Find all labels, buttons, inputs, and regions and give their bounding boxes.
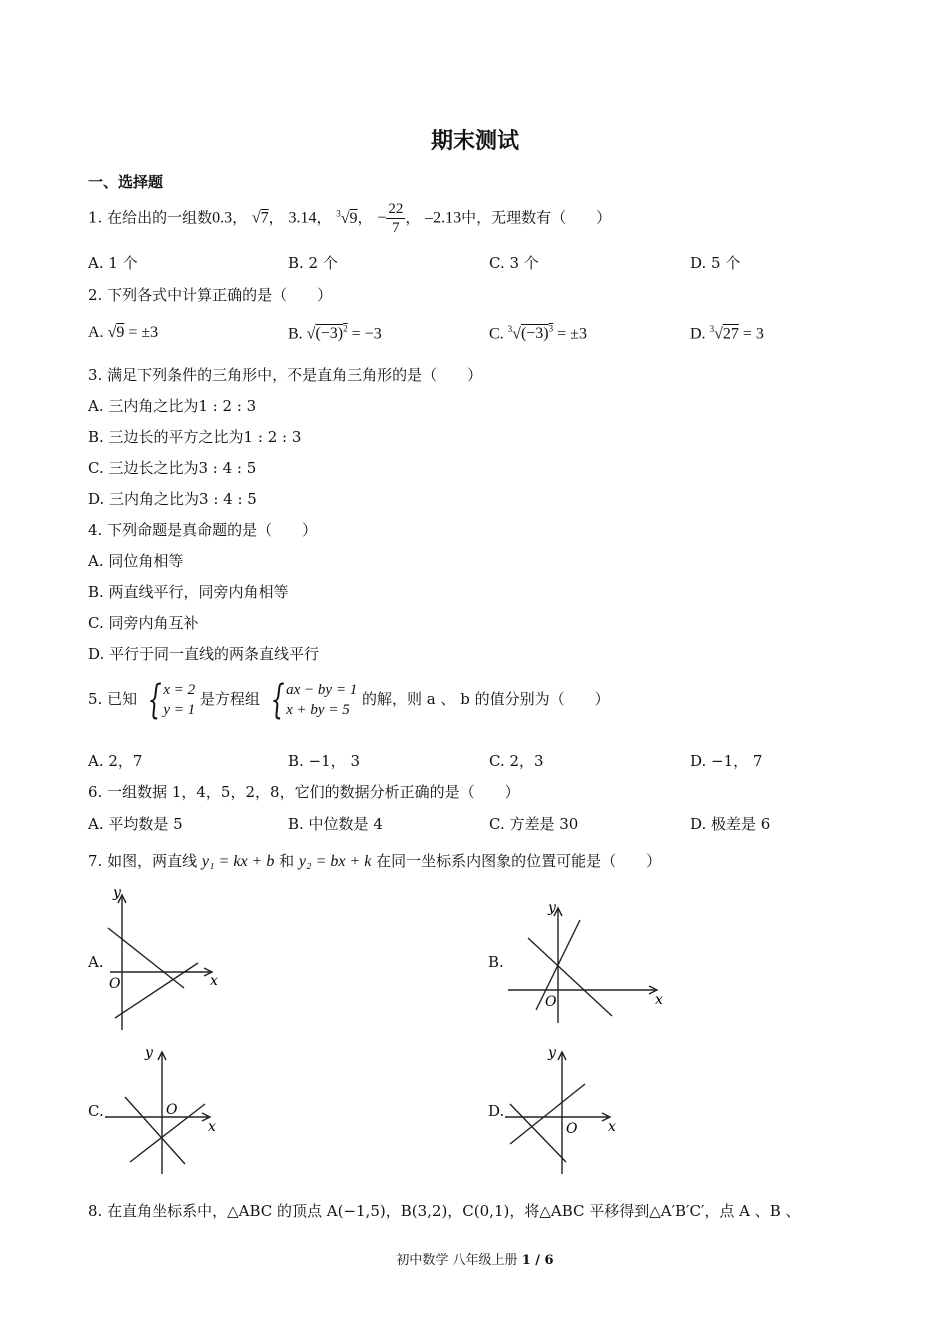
page-title: 期末测试 xyxy=(430,129,519,154)
axis-y-label: y xyxy=(145,1045,153,1061)
q6-option-d: D. 极差是 6 xyxy=(690,815,771,833)
axis-y-label: y xyxy=(548,900,556,916)
q2-option-b: B. $√(-3)^2 = -3$ xyxy=(288,324,382,343)
graph-b-label: B. xyxy=(488,953,504,971)
question-7: 7. 如图，两直线 y₁ = kx + b 和 y₂ = bx + k 在同一坐标系内图象的位置可能是（ ） xyxy=(88,852,662,870)
axis-x-label: x xyxy=(655,992,663,1008)
graph-a xyxy=(100,885,240,1035)
q6-option-c: C. 方差是 30 xyxy=(489,815,579,833)
axis-y-label: y xyxy=(113,885,121,901)
q4-option-a: A. 同位角相等 xyxy=(88,552,184,570)
q6-option-b: B. 中位数是 4 xyxy=(288,815,383,833)
section-heading: 一、选择题 xyxy=(88,173,164,191)
page-number: 1 / 6 xyxy=(521,1253,554,1268)
page-footer xyxy=(0,1249,950,1268)
q3-option-b: B. 三边长的平方之比为1 : 2 : 3 xyxy=(88,428,302,446)
question-2: 2. 下列各式中计算正确的是（ ） xyxy=(88,286,333,304)
q3-option-d: D. 三内角之比为3 : 4 : 5 xyxy=(88,490,257,508)
q4-option-c: C. 同旁内角互补 xyxy=(88,614,199,632)
graph-d xyxy=(500,1042,630,1177)
graph-a-label: A. xyxy=(88,953,104,971)
q1-option-d: D. 5 个 xyxy=(690,254,741,272)
q5-option-a: A. 2，7 xyxy=(88,752,143,770)
q4-option-d: D. 平行于同一直线的两条直线平行 xyxy=(88,645,320,663)
question-8: 8. 在直角坐标系中，△ABC 的顶点 A(−1,5)，B(3,2)，C(0,1)，将△ABC 平移得到△A′B′C′，点 A 、B 、 xyxy=(88,1202,801,1220)
q1-option-b: B. 2 个 xyxy=(288,254,338,272)
graph-b xyxy=(500,898,670,1028)
origin-label: O xyxy=(166,1102,178,1118)
q1-option-c: C. 3 个 xyxy=(489,254,539,272)
origin-label: O xyxy=(566,1121,578,1137)
axis-y-label: y xyxy=(548,1045,556,1061)
q2-option-c: C. $^3√(-3)^3 = \pm 3$ xyxy=(489,324,587,343)
q5-option-b: B. −1， 3 xyxy=(288,752,360,770)
question-3: 3. 满足下列条件的三角形中，不是直角三角形的是（ ） xyxy=(88,366,483,384)
origin-label: O xyxy=(545,994,557,1010)
footer-text: 初中数学 八年级上册 xyxy=(396,1253,518,1268)
origin-label: O xyxy=(109,976,121,992)
question-1: 1. 在给出的一组数0.3， √7， 3.14， $^3$√9， − $\frac{22}{7}$ ， –2.13中，无理数有（ ） xyxy=(88,201,612,236)
q5-option-d: D. −1， 7 xyxy=(690,752,763,770)
question-6: 6. 一组数据 1，4，5，2，8，它们的数据分析正确的是（ ） xyxy=(88,783,520,801)
axis-x-label: x xyxy=(208,1119,216,1135)
q1-option-a: A. 1 个 xyxy=(88,254,138,272)
question-4: 4. 下列命题是真命题的是（ ） xyxy=(88,521,318,539)
graph-c-label: C. xyxy=(88,1102,104,1120)
q3-option-c: C. 三边长之比为3 : 4 : 5 xyxy=(88,459,257,477)
q2-option-d: D. $^3$√27 = 3 xyxy=(690,324,764,343)
axis-x-label: x xyxy=(608,1119,616,1135)
q4-option-b: B. 两直线平行，同旁内角相等 xyxy=(88,583,289,601)
graph-d-label: D. xyxy=(488,1102,505,1120)
q6-option-a: A. 平均数是 5 xyxy=(88,815,183,833)
q5-option-c: C. 2，3 xyxy=(489,752,544,770)
axis-x-label: x xyxy=(210,973,218,989)
q3-option-a: A. 三内角之比为1 : 2 : 3 xyxy=(88,397,257,415)
question-5: 5. 已知 { x = 2 y = 1 是方程组 { ax − by = 1 x + by = 5 的解，则 a 、 b 的值分别为（ ） xyxy=(88,677,610,723)
graph-c xyxy=(100,1042,230,1177)
q2-option-a: A. √9 = ±3 xyxy=(88,324,159,341)
